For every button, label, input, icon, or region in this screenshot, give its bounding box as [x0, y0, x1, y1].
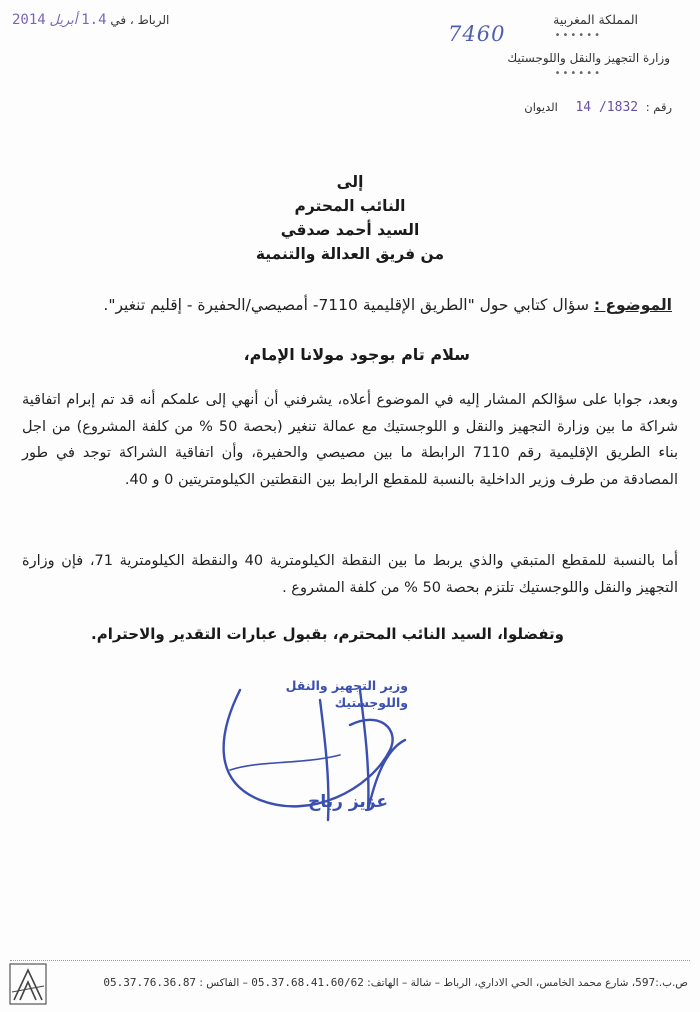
date-month: أبريل [49, 13, 78, 28]
signatory-name: عزيز رباح [308, 792, 388, 812]
subject-label: الموضوع : [593, 296, 672, 314]
letterhead-dots-1: •••••• [554, 29, 602, 41]
addressee-block [0, 170, 700, 266]
reference-label: رقم : [645, 100, 672, 114]
signatory-title-line-1: وزير التجهيز والنقل [285, 678, 408, 693]
body-paragraph-1: وبعد، جوابا على سؤالكم المشار إليه في الموضوع أعلاه، يشرفني أن أنهي إلى علمكم أنه قد تم إبرام اتفاقية شراكة ما بين وزارة التجهيز والنقل و اللوجستيك مع عمالة تنغير (بحصة 50 % من كلفة المشروع) من اجل بناء الطريق الإقليمية رقم 7110 الرابطة ما بين مصيصي والحفيرة، وأن اتفاقية الشراكة توجد في طور المصادقة من طرف وزير الداخلية بالنسبة للمقطع الرابط بين النقطتين الكيلومتريتين 0 و 40. [22, 392, 678, 488]
addressee-to: إلى [336, 173, 364, 191]
date-day: 1.4 [81, 12, 107, 28]
footer-phone: 05.37.68.41.60/62 [251, 976, 364, 989]
reference-office: الديوان [524, 100, 558, 114]
signatory-title [286, 678, 408, 712]
footer-divider [10, 960, 690, 961]
ministry-logo-icon [8, 962, 48, 1006]
handwritten-number: 7460 [448, 22, 506, 46]
subject-line [28, 296, 672, 314]
place-date [12, 12, 169, 28]
subject-text: سؤال كتابي حول "الطريق الإقليمية 7110- أمصيصي/الحفيرة - إقليم تنغير". [103, 296, 589, 314]
footer-phone-label: الهاتف: [367, 977, 399, 989]
addressee-name: السيد أحمد صدقي [280, 221, 420, 240]
footer-fax-label: – الفاكس : [199, 977, 248, 989]
closing-formula: وتفضلوا، السيد النائب المحترم، بقبول عبارات التقدير والاحترام. [91, 625, 564, 643]
date-year: 2014 [12, 12, 46, 28]
kingdom-name: المملكة المغربية [553, 12, 638, 27]
place-date-label: الرباط ، في [110, 13, 170, 27]
letterhead-dots-2: •••••• [554, 67, 602, 79]
addressee-party: من فريق العدالة والتنمية [255, 245, 445, 264]
signatory-title-line-2: واللوجستيك [334, 694, 408, 710]
reference-number: 1832/ 14 [575, 100, 639, 115]
addressee-title: النائب المحترم [294, 197, 406, 216]
ministry-name: وزارة التجهيز والنقل واللوجستيك [507, 51, 670, 66]
reference-line [524, 100, 672, 115]
footer-contact [103, 976, 688, 989]
footer-fax: 05.37.76.36.87 [103, 976, 197, 989]
greeting: سلام تام بوجود مولانا الإمام، [243, 345, 470, 364]
footer-address: ص.ب.:597، شارع محمد الخامس، الحي الاداري، الرباط – شالة – [402, 977, 688, 989]
body-paragraph-2: أما بالنسبة للمقطع المتبقي والذي يربط ما بين النقطة الكيلومترية 40 والنقطة الكيلومترية 71، فإن وزارة التجهيز والنقل واللوجستيك تلتزم بحصة 50 % من كلفة المشروع . [22, 553, 678, 596]
